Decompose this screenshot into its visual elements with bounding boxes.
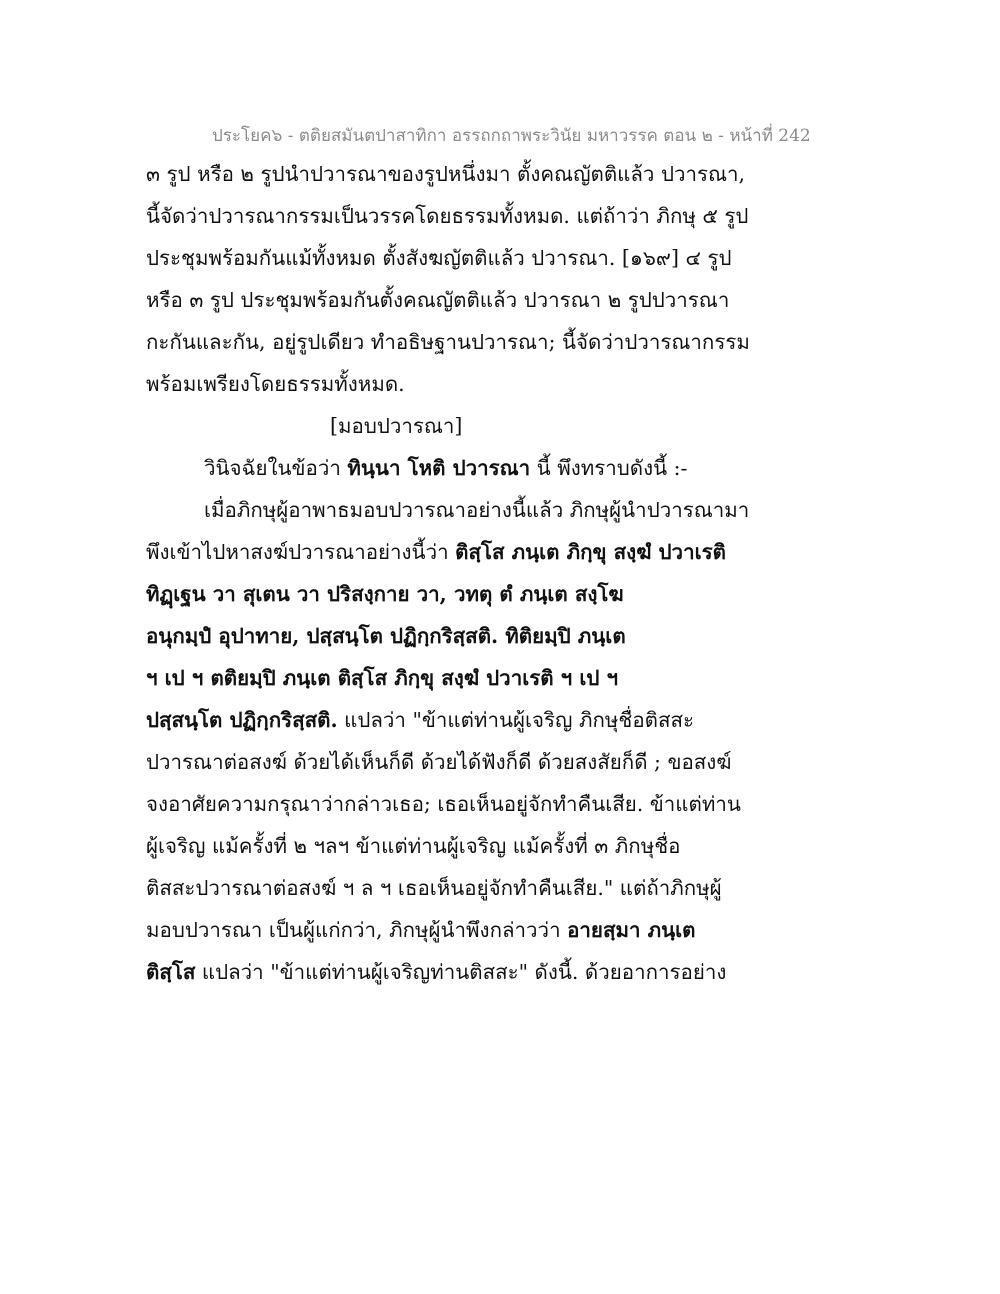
pali-quote: ติสฺโส ภนฺเต ภิกฺขุ สงฺฆํ ปวาเรติ	[455, 540, 726, 564]
text-line: เมื่อภิกษุผู้อาพาธมอบปวารณาอย่างนี้แล้ว ภิกษุผู้นำปวารณามา	[204, 498, 750, 522]
pali-term: อายสฺมา ภนฺเต	[567, 918, 696, 942]
pali-term: ทินฺนา โหติ ปวารณา	[347, 456, 531, 480]
text-line: ผู้เจริญ แม้ครั้งที่ ๒ ฯลฯ ข้าแต่ท่านผู้เจริญ แม้ครั้งที่ ๓ ภิกษุชื่อ	[146, 834, 681, 858]
text-line	[146, 615, 866, 657]
text-line: หรือ ๓ รูป ประชุมพร้อมกันตั้งคณญัตติแล้ว ปวารณา ๒ รูปปวารณา	[146, 288, 730, 312]
text-line: วินิจฉัยในข้อว่า ทินฺนา โหติ ปวารณา นี้ พึงทราบดังนี้ :-	[204, 456, 688, 480]
pali-quote: อนุกมฺปํ อุปาทาย, ปสฺสนฺโต ปฏิกฺกริสฺสติ. ทิติยมฺปิ ภนฺเต	[146, 624, 626, 648]
pali-quote: ฯ เป ฯ ตติยมฺปิ ภนฺเต ติสฺโส ภิกฺขุ สงฺฆํ ปวาเรติ ฯ เป ฯ	[146, 666, 618, 690]
page-header: ประโยค๖ - ตติยสมันตปาสาทิกา อรรถกถาพระวินัย มหาวรรค ตอน ๒ - หน้าที่ 242	[212, 126, 811, 146]
text-line: ติสฺโส แปลว่า "ข้าแต่ท่านผู้เจริญท่านติสสะ" ดังนี้. ด้วยอาการอย่าง	[146, 960, 727, 984]
text-line: ประชุมพร้อมกันแม้ทั้งหมด ตั้งสังฆญัตติแล้ว ปวารณา. [๑๖๙] ๔ รูป	[146, 246, 732, 270]
text-line: ติสสะปวารณาต่อสงฆ์ ฯ ล ฯ เธอเห็นอยู่จักทำคืนเสีย." แต่ถ้าภิกษุผู้	[146, 876, 722, 900]
text-line: พร้อมเพรียงโดยธรรมทั้งหมด.	[146, 372, 405, 396]
text-line: จงอาศัยความกรุณาว่ากล่าวเธอ; เธอเห็นอยู่จักทำคืนเสีย. ข้าแต่ท่าน	[146, 792, 741, 816]
pali-quote: ทิฏฺเฐน วา สุเตน วา ปริสงฺกาย วา, วทตุ ตํ ภนฺเต สงฺโฆ	[146, 582, 624, 606]
section-heading: [มอบปวารณา]	[330, 414, 463, 438]
text-line: นี้จัดว่าปวารณากรรมเป็นวรรคโดยธรรมทั้งหมด. แต่ถ้าว่า ภิกษุ ๕ รูป	[146, 204, 749, 228]
body-text	[146, 153, 866, 993]
text-line: มอบปวารณา เป็นผู้แก่กว่า, ภิกษุผู้นำพึงกล่าวว่า อายสฺมา ภนฺเต	[146, 918, 696, 942]
text-line: กะกันและกัน, อยู่รูปเดียว ทำอธิษฐานปวารณา; นี้จัดว่าปวารณากรรม	[146, 330, 750, 354]
text-line	[146, 573, 866, 615]
pali-quote: ปสฺสนฺโต ปฏิกฺกริสฺสติ.	[146, 708, 338, 732]
text-line: พึงเข้าไปหาสงฆ์ปวารณาอย่างนี้ว่า ติสฺโส ภนฺเต ภิกฺขุ สงฺฆํ ปวาเรติ	[146, 540, 726, 564]
pali-term: ติสฺโส	[146, 960, 196, 984]
text-line: ปวารณาต่อสงฆ์ ด้วยได้เห็นก็ดี ด้วยได้ฟังก็ดี ด้วยสงสัยก็ดี ; ขอสงฆ์	[146, 750, 732, 774]
text-line: ๓ รูป หรือ ๒ รูปนำปวารณาของรูปหนึ่งมา ตั้งคณญัตติแล้ว ปวารณา,	[146, 162, 746, 186]
text-line	[146, 657, 866, 699]
text-line: ปสฺสนฺโต ปฏิกฺกริสฺสติ. แปลว่า "ข้าแต่ท่านผู้เจริญ ภิกษุชื่อติสสะ	[146, 708, 695, 732]
